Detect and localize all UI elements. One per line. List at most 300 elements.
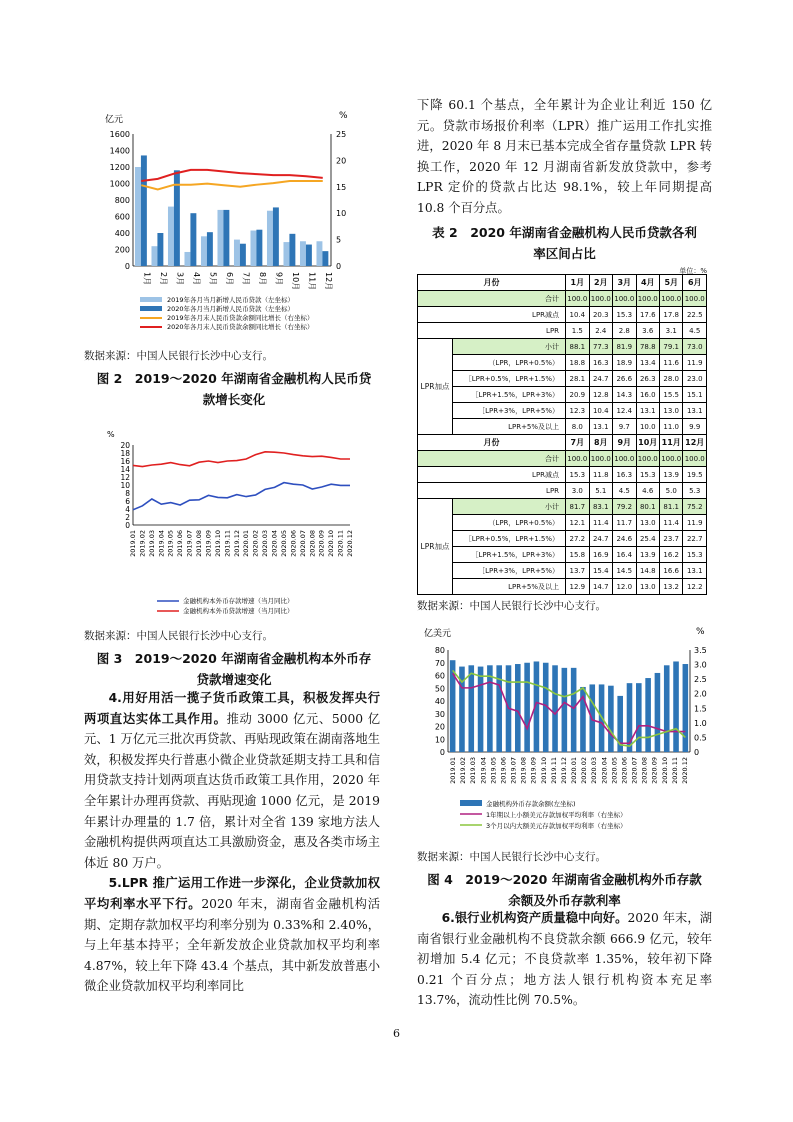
x-tick-label: 2020.01 — [570, 757, 578, 784]
x-tick-label: 2020.03 — [590, 757, 599, 784]
table-row — [418, 499, 707, 515]
table-cell: 7月 — [566, 435, 589, 451]
right-body-text — [417, 908, 712, 1011]
x-tick-label: 2020.08 — [640, 757, 649, 784]
table-cell: 5.0 — [659, 483, 682, 499]
y2-tick-label: 15 — [336, 182, 347, 192]
series-line — [141, 170, 323, 181]
table-cell: 5.3 — [683, 483, 707, 499]
table-cell: 12.0 — [613, 579, 636, 595]
table-header-row — [418, 275, 707, 291]
table-cell: 23.7 — [659, 531, 682, 547]
x-tick-label: 2020.04 — [270, 530, 279, 557]
x-tick-label: 2020.06 — [289, 530, 298, 557]
table-row — [418, 579, 707, 595]
para5-body: 2020 年末，湖南省金融机构活期、定期存款加权平均利率分别为 0.33%和 2.40%，与上年基本持平；全年新发放企业贷款加权平均利率 4.87%，较上年下降 43.4 个基点，其中新发放普惠小微企业贷款加权平均利率同比 — [84, 896, 380, 994]
table-cell: 1.5 — [566, 323, 589, 339]
table-cell: 11.4 — [659, 515, 682, 531]
table-cell: 26.3 — [636, 371, 659, 387]
table-cell: LPR — [418, 323, 566, 339]
bar — [256, 230, 262, 266]
para5-heading: 5.LPR 推广运用工作进一步深化，企业贷款加权平均利率水平下行。 — [84, 876, 380, 911]
table-cell: 4.5 — [613, 483, 636, 499]
bar — [683, 664, 689, 752]
series-line — [133, 483, 350, 510]
y-tick-label: 1600 — [109, 130, 130, 139]
table-row — [418, 467, 707, 483]
y-tick-label: 2 — [125, 513, 130, 522]
table-cell: 14.7 — [589, 579, 612, 595]
table-cell: 小计 — [453, 339, 566, 355]
x-tick-label: 2019.11 — [223, 530, 232, 557]
table-cell: 13.7 — [566, 563, 589, 579]
table-cell: 15.8 — [566, 547, 589, 563]
chart4-fx-deposits — [412, 622, 717, 847]
legend-label: 2019年各月当月新增人民币贷款（左坐标） — [167, 296, 295, 304]
bar — [217, 210, 223, 266]
x-tick-label: 2019.08 — [195, 530, 204, 557]
bar — [322, 251, 328, 266]
table-row — [418, 387, 707, 403]
x-tick-label: 5月 — [208, 272, 218, 286]
x-tick-label: 9月 — [274, 272, 284, 286]
bar — [478, 667, 484, 752]
x-tick-label: 1月 — [142, 272, 152, 286]
table-cell: 100.0 — [589, 291, 612, 307]
x-tick-label: 2019.02 — [459, 757, 468, 784]
table-cell: 9月 — [613, 435, 636, 451]
x-tick-label: 2019.04 — [479, 757, 488, 784]
x-tick-label: 2020.04 — [600, 757, 609, 784]
table-cell: 19.5 — [683, 467, 707, 483]
chart3-deposit-loan-growth — [95, 425, 370, 620]
right-body-continued: 下降 60.1 个基点，全年累计为企业让利近 150 亿元。贷款市场报价利率（LPR）推广运用工作扎实推进，2020 年 8 月末已基本完成全省存量贷款 LPR 转换工作，2020 年 12 月湖南省新发放贷款中，参考 LPR 定价的贷款占比达 98.1%，较上年同期提高 10.8 个百分点。 — [417, 98, 712, 215]
x-tick-label: 2019.09 — [529, 757, 538, 784]
table-cell: 80.1 — [636, 499, 659, 515]
table-cell: LPR加点 — [418, 339, 453, 435]
table-cell: 83.1 — [589, 499, 612, 515]
x-tick-label: 6月 — [224, 272, 234, 286]
y-tick-label: 40 — [434, 697, 445, 706]
table-cell: 2.4 — [589, 323, 612, 339]
table-cell: 75.2 — [683, 499, 707, 515]
x-tick-label: 2月 — [158, 272, 168, 286]
y-tick-label: 18 — [120, 449, 130, 458]
table2-title: 表 2 2020 年湖南省金融机构人民币贷款各利 率区间占比 — [432, 225, 697, 261]
bar — [141, 155, 147, 266]
x-tick-label: 2019.04 — [157, 530, 166, 557]
table-cell: 13.0 — [636, 579, 659, 595]
table-cell: 100.0 — [659, 291, 682, 307]
table-cell: 合计 — [418, 291, 566, 307]
table-cell: 78.8 — [636, 339, 659, 355]
table-cell: 8.0 — [566, 419, 589, 435]
para4-body: 推动 3000 亿元、5000 亿元、1 万亿元三批次再贷款、再贴现政策在湖南落地生效，积极发挥央行普惠小微企业贷款延期支持工具和信用贷款支持计划两项直达货币政策工具作用，2020 年全年累计办理再贷款、再贴现逾 1000 亿元，是 2019 年累计办理量的 1.7 倍，累计对全省 139 家地方法人金融机构提供两项直达工具激励资金，惠及各类市场主体近 80 万户。 — [84, 711, 380, 870]
y-tick-label: 800 — [114, 196, 130, 205]
legend-swatch — [460, 800, 482, 806]
table-cell: 12.8 — [589, 387, 612, 403]
table-row — [418, 419, 707, 435]
y-tick-label: 200 — [114, 245, 130, 255]
bar — [562, 668, 568, 752]
table-cell: 11月 — [659, 435, 682, 451]
table-cell: 3月 — [613, 275, 636, 291]
table-cell: 24.7 — [589, 371, 612, 387]
x-tick-label: 2020.01 — [242, 530, 251, 557]
table-cell: 100.0 — [613, 291, 636, 307]
bar — [135, 167, 141, 266]
x-tick-label: 2019.05 — [166, 530, 175, 557]
x-tick-label: 12月 — [323, 272, 333, 291]
x-tick-label: 2020.02 — [580, 757, 589, 784]
table-cell: 11.6 — [659, 355, 682, 371]
x-tick-label: 2019.07 — [185, 530, 194, 557]
table2-lpr-distribution — [417, 274, 707, 595]
table-cell: 8月 — [589, 435, 612, 451]
table-cell: 79.2 — [613, 499, 636, 515]
table-cell: 11.4 — [589, 515, 612, 531]
bar — [636, 683, 642, 752]
y2-tick-label: 3.5 — [694, 646, 707, 655]
table-cell: 22.5 — [683, 307, 707, 323]
bar — [289, 234, 295, 266]
table-cell: ［LPR+0.5%，LPR+1.5%） — [453, 531, 566, 547]
y-tick-label: 20 — [434, 722, 445, 732]
table-cell: 13.1 — [589, 419, 612, 435]
y-tick-label: 10 — [120, 481, 130, 490]
bar — [184, 252, 190, 266]
x-tick-label: 2019.11 — [549, 757, 558, 784]
y2-tick-label: 1.0 — [694, 718, 707, 728]
table-row — [418, 307, 707, 323]
table-cell: 12.3 — [566, 403, 589, 419]
legend-label: 1年期以上小额美元存款加权平均利率（右坐标） — [486, 811, 627, 819]
x-tick-label: 2020.06 — [620, 757, 629, 784]
y-tick-label: 60 — [434, 671, 445, 681]
table-cell: 23.0 — [683, 371, 707, 387]
table-cell: 16.9 — [589, 547, 612, 563]
table-cell: 月份 — [418, 275, 566, 291]
x-tick-label: 2019.02 — [138, 530, 147, 557]
table-cell: 4月 — [636, 275, 659, 291]
table-cell: 15.3 — [566, 467, 589, 483]
table-cell: 4.6 — [636, 483, 659, 499]
table-cell: 5月 — [659, 275, 682, 291]
table-cell: 11.0 — [659, 419, 682, 435]
y-tick-label: 0 — [439, 748, 445, 757]
table-cell: 12.1 — [566, 515, 589, 531]
legend-label: 2020年各月当月新增人民币贷款（左坐标） — [167, 305, 295, 313]
table-cell: 月份 — [418, 435, 566, 451]
table-row — [418, 291, 707, 307]
table-cell: 合计 — [418, 451, 566, 467]
x-tick-label: 2020.05 — [610, 757, 619, 784]
x-tick-label: 2019.03 — [147, 530, 156, 557]
table-cell: 16.3 — [613, 467, 636, 483]
table-cell: 10.4 — [566, 307, 589, 323]
table-cell: 14.5 — [613, 563, 636, 579]
table-cell: 15.3 — [636, 467, 659, 483]
x-tick-label: 2020.12 — [680, 757, 689, 784]
table-cell: 13.0 — [659, 403, 682, 419]
bar — [645, 678, 651, 752]
y-tick-label: 0 — [124, 262, 130, 271]
x-tick-label: 2020.10 — [327, 530, 336, 557]
table-cell: 15.1 — [683, 387, 707, 403]
table-cell: LPR减点 — [418, 307, 566, 323]
table-cell: 77.3 — [589, 339, 612, 355]
table-cell: 100.0 — [683, 291, 707, 307]
table-cell: 9.7 — [613, 419, 636, 435]
table-cell: 24.7 — [589, 531, 612, 547]
table-cell: 22.7 — [683, 531, 707, 547]
table-cell: 3.1 — [659, 323, 682, 339]
table-cell: 15.3 — [683, 547, 707, 563]
bar — [157, 233, 163, 266]
table-row — [418, 531, 707, 547]
table2-unit: 单位：% — [679, 267, 707, 275]
table-cell: 1月 — [566, 275, 589, 291]
x-tick-label: 2020.03 — [261, 530, 270, 557]
bar — [316, 241, 322, 266]
x-tick-label: 11月 — [307, 272, 317, 291]
y-tick-label: 20 — [120, 441, 130, 450]
table-cell: ［LPR+3%，LPR+5%） — [453, 563, 566, 579]
left-body-text — [84, 688, 380, 997]
table-cell: 11.9 — [683, 515, 707, 531]
bar — [151, 246, 157, 266]
fig4-source: 数据来源：中国人民银行长沙中心支行。 — [417, 851, 606, 863]
table-cell: 81.1 — [659, 499, 682, 515]
table-cell: 2月 — [589, 275, 612, 291]
table-cell: 6月 — [683, 275, 707, 291]
table-cell: 79.1 — [659, 339, 682, 355]
series-line — [133, 452, 350, 467]
y-tick-label: 1000 — [109, 179, 130, 189]
table-cell: 28.1 — [566, 371, 589, 387]
series-line — [141, 181, 323, 189]
table-cell: 26.6 — [613, 371, 636, 387]
y-tick-label: 10 — [434, 735, 445, 745]
table-cell: 13.4 — [636, 355, 659, 371]
fig2-source: 数据来源：中国人民银行长沙中心支行。 — [84, 350, 273, 362]
y-tick-label: 600 — [114, 212, 130, 222]
bar — [250, 231, 256, 266]
y2-axis-unit: % — [696, 627, 705, 637]
y-tick-label: 6 — [125, 497, 130, 506]
y-tick-label: 16 — [120, 457, 130, 466]
y-tick-label: 50 — [434, 684, 445, 694]
table-row — [418, 483, 707, 499]
y-axis-unit: 亿美元 — [424, 629, 452, 639]
y-tick-label: 1200 — [109, 163, 130, 172]
table-cell: 81.9 — [613, 339, 636, 355]
table-cell: LPR+5%及以上 — [453, 579, 566, 595]
table-cell: 5.1 — [589, 483, 612, 499]
table-row — [418, 547, 707, 563]
table-cell: 18.8 — [566, 355, 589, 371]
x-tick-label: 2020.10 — [660, 757, 669, 784]
x-tick-label: 2019.12 — [232, 530, 241, 557]
table-cell: LPR减点 — [418, 467, 566, 483]
bar — [515, 664, 521, 752]
y2-tick-label: 0.5 — [694, 733, 707, 743]
x-tick-label: 7月 — [241, 272, 251, 286]
bar — [608, 686, 614, 752]
para6-heading: 6.银行业机构资产质量稳中向好。 — [441, 911, 628, 925]
bar — [190, 213, 196, 266]
table-cell: 20.3 — [589, 307, 612, 323]
table-row — [418, 515, 707, 531]
y-tick-label: 14 — [120, 465, 130, 474]
y2-axis-unit: % — [339, 111, 348, 121]
legend-swatch — [140, 297, 162, 302]
x-tick-label: 2019.06 — [499, 757, 508, 784]
bar — [571, 668, 577, 752]
legend-label: 金融机构外币存款余额(左坐标) — [486, 800, 576, 808]
y2-tick-label: 0 — [694, 748, 700, 757]
bar — [655, 673, 661, 752]
table-cell: ［LPR+3%，LPR+5%） — [453, 403, 566, 419]
x-tick-label: 2020.09 — [317, 530, 326, 557]
x-tick-label: 10月 — [290, 272, 300, 291]
table-row — [418, 323, 707, 339]
x-tick-label: 2020.11 — [336, 530, 345, 557]
table-row — [418, 403, 707, 419]
x-tick-label: 2020.07 — [298, 530, 307, 557]
table-cell: 13.2 — [659, 579, 682, 595]
fig3-source: 数据来源：中国人民银行长沙中心支行。 — [84, 630, 273, 642]
table-cell: 13.1 — [683, 563, 707, 579]
x-tick-label: 2019.10 — [213, 530, 222, 557]
table-row — [418, 355, 707, 371]
table-cell: 100.0 — [636, 291, 659, 307]
table-cell: 12.9 — [566, 579, 589, 595]
bar — [664, 665, 670, 752]
x-tick-label: 3月 — [175, 272, 185, 286]
table-cell: 3.6 — [636, 323, 659, 339]
bar — [273, 207, 279, 266]
y-axis-unit: 亿元 — [105, 115, 124, 125]
table-cell: 15.5 — [659, 387, 682, 403]
bar — [267, 211, 273, 266]
table-cell: 81.7 — [566, 499, 589, 515]
bar — [673, 661, 679, 752]
table-cell: 20.9 — [566, 387, 589, 403]
table-cell: 27.2 — [566, 531, 589, 547]
para4-heading: 4.用好用活一揽子货币政策工具，积极发挥央行两项直达实体工具作用。 — [84, 691, 380, 726]
legend-label: 金融机构本外币存款增速（当月同比） — [183, 597, 294, 605]
table-cell: 13.0 — [636, 515, 659, 531]
legend-label: 2019年各月末人民币贷款余额同比增长（右坐标） — [167, 314, 314, 322]
bar — [468, 665, 474, 752]
bar — [300, 241, 306, 266]
bar — [168, 207, 174, 266]
chart2-loan-growth — [95, 106, 370, 346]
x-tick-label: 4月 — [191, 272, 201, 286]
legend-swatch — [140, 306, 162, 311]
table-cell: 11.9 — [683, 355, 707, 371]
table-cell: 13.1 — [636, 403, 659, 419]
x-tick-label: 2020.05 — [279, 530, 288, 557]
table-cell: 13.9 — [636, 547, 659, 563]
y2-tick-label: 2.0 — [694, 689, 707, 699]
table2-source: 数据来源：中国人民银行长沙中心支行。 — [417, 600, 606, 612]
table-cell: LPR+5%及以上 — [453, 419, 566, 435]
table-cell: 13.9 — [659, 467, 682, 483]
table-cell: 16.0 — [636, 387, 659, 403]
table-cell: 14.3 — [613, 387, 636, 403]
table-cell: 12.4 — [613, 403, 636, 419]
y-tick-label: 70 — [434, 658, 445, 668]
y2-tick-label: 2.5 — [694, 675, 707, 685]
y2-tick-label: 10 — [336, 209, 347, 219]
bar — [234, 240, 240, 266]
y2-tick-label: 20 — [336, 156, 347, 166]
table-cell: 100.0 — [589, 451, 612, 467]
y2-tick-label: 0 — [336, 262, 342, 271]
table-cell: 25.4 — [636, 531, 659, 547]
table-cell: 100.0 — [636, 451, 659, 467]
table-cell: ［LPR+0.5%，LPR+1.5%） — [453, 371, 566, 387]
x-tick-label: 2019.10 — [539, 757, 548, 784]
y-tick-label: 80 — [434, 646, 445, 655]
table-cell: 100.0 — [566, 291, 589, 307]
page-number: 6 — [393, 1027, 400, 1040]
y2-tick-label: 25 — [336, 130, 347, 139]
table-cell: ［LPR+1.5%，LPR+3%） — [453, 547, 566, 563]
legend-label: 金融机构本外币贷款增速（当月同比） — [183, 607, 294, 615]
y-tick-label: 1400 — [109, 146, 130, 156]
table-cell: LPR — [418, 483, 566, 499]
x-tick-label: 2019.05 — [489, 757, 498, 784]
table-cell: 9.9 — [683, 419, 707, 435]
table-cell: 15.4 — [589, 563, 612, 579]
y-tick-label: 30 — [434, 709, 445, 719]
fig4-caption: 图 4 2019～2020 年湖南省金融机构外币存款 余额及外币存款利率 — [427, 872, 702, 908]
table-cell: 3.0 — [566, 483, 589, 499]
table-cell: LPR加点 — [418, 499, 453, 595]
legend-label: 2020年各月末人民币贷款余额同比增长（右坐标） — [167, 323, 314, 331]
x-tick-label: 2020.08 — [308, 530, 317, 557]
bar — [306, 245, 312, 266]
table-row — [418, 451, 707, 467]
x-tick-label: 2020.07 — [630, 757, 639, 784]
table-cell: 88.1 — [566, 339, 589, 355]
x-tick-label: 2019.08 — [519, 757, 528, 784]
x-tick-label: 2019.06 — [176, 530, 185, 557]
table-row — [418, 371, 707, 387]
bar — [207, 232, 213, 266]
table-cell: 12.2 — [683, 579, 707, 595]
table-cell: 11.8 — [589, 467, 612, 483]
table-cell: 16.3 — [589, 355, 612, 371]
table-cell: 12月 — [683, 435, 707, 451]
table-cell: 17.6 — [636, 307, 659, 323]
table-cell: （LPR，LPR+0.5%） — [453, 515, 566, 531]
x-tick-label: 8月 — [257, 272, 267, 286]
table-cell: ［LPR+1.5%，LPR+3%） — [453, 387, 566, 403]
x-tick-label: 2019.09 — [204, 530, 213, 557]
y-tick-label: 8 — [125, 489, 130, 498]
x-tick-label: 2019.07 — [509, 757, 518, 784]
bar — [524, 663, 530, 752]
x-tick-label: 2020.11 — [670, 757, 679, 784]
x-tick-label: 2019.03 — [469, 757, 478, 784]
table-cell: 17.8 — [659, 307, 682, 323]
table-cell: 24.6 — [613, 531, 636, 547]
bar — [552, 665, 558, 752]
